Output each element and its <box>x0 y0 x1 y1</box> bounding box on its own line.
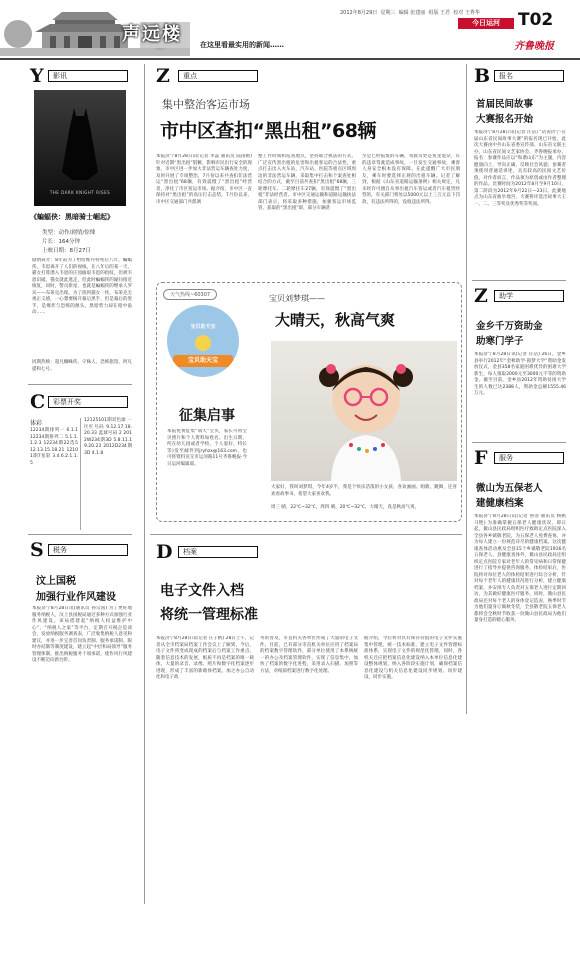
key-headline: 市中区查扣“黑出租”68辆 <box>160 120 376 142</box>
header-rule <box>0 58 580 60</box>
tax-headline: 加强行业作风建设 <box>36 592 116 603</box>
movie-release: 上映日期：8月27日 <box>42 248 91 254</box>
movie-title: 《蝙蝠侠：黑暗骑士崛起》 <box>30 213 114 221</box>
section-letter: Z <box>474 285 488 307</box>
movie-poster <box>34 90 126 206</box>
weather-hotline: 天气热线~60307 <box>163 289 217 300</box>
section-letter: F <box>474 447 488 469</box>
movie-cast: 同期热映：超凡蜘蛛侠、守株人、恐怖旅馆、阿凡提和七号。 <box>32 360 132 372</box>
aid-body: 本报济宁8月28日讯(记者 汪洁) 26日，金乡县举行2012年“金秋助学·圆梦大学”资助金发放仪式，金县358名家庭困难优异的困难大学新生，每人领取2000元至3000元不等的资助金。截至目前，金乡县2012年资助贫困大学生的人数已达2388人，资助金总额1555.46万元。 <box>474 352 566 396</box>
weather-box <box>156 282 462 522</box>
section-tag: 重点 <box>178 70 258 82</box>
left-column <box>28 64 132 914</box>
batman-silhouette <box>60 108 100 180</box>
forecast: 周三 晴，22℃~32℃，周四 晴，20℃~32℃，大晴天，真是秋高气爽。 <box>271 505 420 510</box>
lottery-table <box>30 418 132 530</box>
section-tag: 彩票开奖 <box>48 396 128 408</box>
signup-headline: 首届民间故事 <box>476 99 534 110</box>
sun-icon <box>195 335 211 351</box>
aid-headline: 金乡千万资助金 <box>476 321 543 332</box>
logo-text: 宝贝助天宝 <box>190 324 216 330</box>
baby-logo <box>167 305 239 377</box>
paper-name: 齐鲁晚报 <box>514 41 554 52</box>
tax-body: 本报济宁8月28日讯(通讯员 孙宗国) 为了更好地服务纳税人，汶上县国税局通过多种方式加强行业作风建设。该局搭建起“纳税人权益维护中心”、“纳税人之家”等平台，定期召开税企恳谈会，发放纳税服务调查表，广泛收集纳税人意见和建议，并进一步完善首问负责制、服务承诺制、限时办结制等制度建设，建立起“中层和局领导”服务管理体制，推出纳税服务十项承诺，使作风行风建设不断迈向新台阶。 <box>32 606 132 663</box>
lottery-left: 12234期排列一 6.1.1 12234期排列二 5.1.1.1.2.3 12234期22选5 12.13.15.18.21 12101期7星彩 3.4.6.2.1.1.5 <box>30 428 78 466</box>
today-label: 今日运河 <box>458 18 514 29</box>
signup-headline: 大赛报名开始 <box>476 114 534 125</box>
section-letter: S <box>30 539 44 561</box>
notice-body: 本报免费征集“萌天”宝贝，家长可将宝贝照片和个人资料如姓名、出生日期、所在幼儿园或者学校、个人爱好、特长等)发至邮件到jryhzx@163.com，也可将资料送交市运河路11号齐鲁晚报·今日运河编辑部。 <box>167 429 247 467</box>
key-col-1: 本报济宁8月28日讯(记者 李蕊 通讯员 陆国勋) 针对近期“黑出租”猖獗、影响市民出行安全的现象，市中区进一步加大非法营运车辆查处力度，及时开展了专项整治，7月份以来共查扣非法营运“黑出租”68辆，有效震慑了“黑出租”经营者，净化了市区客运市场。据介绍，市中区一直保持对“黑出租”的高压打击态势，7月份以来，市中区交通部门共派调 <box>156 154 252 205</box>
section-letter: Y <box>30 65 44 87</box>
page-bottom <box>0 920 580 975</box>
archive-col-2: 务的普及，市直机关各单位形成了大量的电子文件。目前，已有部分市直机关单位应用了档案局的档案数字管理软件，部分单位使用了本系统统一的办公及档案管理软件，实现了信息集中，加快了档案的数字化进程，采用录入扫描、加照等方法，对纸质档案进行数字化处理。 <box>260 636 358 674</box>
service-headline: 微山为五保老人 <box>476 483 543 494</box>
section-letter: Z <box>156 65 170 87</box>
left-column-rule <box>144 64 145 904</box>
section-letter: C <box>30 391 46 413</box>
girl-photo <box>311 351 421 481</box>
photo-caption: 大家好，我叫刘梦琪，今年4岁半，我是个快乐活泼的小女孩，喜欢画画、唱歌、跳舞，还喜欢看故事书，希望大家喜欢我。 <box>271 485 457 497</box>
section-tag: 报名 <box>494 70 564 82</box>
key-col-3: 至是已经报废的车辆，驾驶员更是鱼龙混杂，有的违章驾驶造成事故，一旦发生交通事故，乘客人身安全根本没有保障。在此提醒广大市民朋友，乘车时要选择正规的出租车辆。记者了解到，根据《山东省道路运输条例》相关规定，凡未经许可擅自从事出租汽车客运或者汽车租赁经营的，有关部门将处以5000元以上三万元以下罚款，有违法所得的，没收违法所得。 <box>362 154 460 205</box>
baby-banner: 宝贝助天宝 <box>173 355 233 367</box>
weather-headline: 大晴天，秋高气爽 <box>275 311 396 329</box>
movie-length: 片长：164分钟 <box>42 239 80 245</box>
lottery-right: 12125101期双色球 一区红号码 9.12.17.18.20.33 蓝球号码 2 2012W234期3D 5.8.11.19.20.23 2012D234期3D 4.1.8 <box>84 418 132 456</box>
divider <box>150 534 462 535</box>
notice-title: 征集启事 <box>179 408 235 424</box>
key-col-2: 整工作时间和巡查地点，坚持联合执法的方式，广泛宣传黑出租的危害和出租客运的合法性，重点打击出入火车站、汽车站、医院等重点区域周边的非法营运车辆，采取集中打击和个案查处相结合的方式，截至目前共查扣“黑出租”68辆，三轮摩托车、二轮摩托车27辆，有效震慑了“黑出租”非法经营者。市中区交通运输和道路运输执法部门表示，将采取多种措施，加强客运市场监管，获取的“黑出租”即，部分车辆甚 <box>258 154 356 211</box>
archive-col-3: 据介绍，今后将对具有保存价值的电子文件实施集中管理，统一技术标准，建立电子文件管理标准体系，实现电子文件的规范化管理，同时，各机关还应把档案信息化建设纳入本单位信息化建设整体规划，纳入各阶段实施计划，确保档案信息化建设与机关信息化建设同步规划、同步建设、同步实施。 <box>364 636 462 680</box>
service-body: 本报济宁8月28日讯(记者 鲁清 通讯员 杨帆 马艳) 为准确掌握五保老人健康状况，即日起，微山县民政局组织医疗救助定点医院深入全县各乡镇敬老院，为五保老人免费查体，并为每人建立一份规范详尽的健康档案。这次健康查体活动惠及全县15个乡镇敬老院1916名五保老人，县健康查体外，微山县民政局还组织定点医院专家对老年人的常见病和日常保健进行了指导并提供咨询服务，体检结束后，医院将对每位老人的体检结果进行综合分析，针对每个老年人的健康状况进行分析，建立健康档案，并安排专人负责对五保老人进行定期回访，为其做好健康医疗服务。同时，微山县民政局还对每个老人的身体登记造表，换季时节为他们量身订做秋冬装，全县敬老院五保老人都将会全秋时节收获一份微山县民政局为他们量身打造的暖心服务。 <box>474 514 566 623</box>
divider <box>472 280 566 281</box>
section-tag: 影讯 <box>48 70 128 82</box>
divider <box>472 442 566 443</box>
key-subhead: 集中整治客运市场 <box>162 98 250 111</box>
section-tag: 服务 <box>494 452 564 464</box>
column-name: 声远楼 <box>122 24 182 45</box>
archive-headline: 电子文件入档 <box>160 583 244 599</box>
section-letter: B <box>474 65 491 87</box>
page-number: T02 <box>518 10 554 30</box>
lottery-divider <box>80 418 81 530</box>
masthead <box>0 0 580 58</box>
right-column <box>472 64 566 844</box>
section-tag: 档案 <box>178 546 258 558</box>
movie-plot: 剧情简介：8年前为了给哈维丹特死后八年，蝙蝠侠、韦恩离开了人们的视线，在八年后的某一天，猫女打算潜入韦恩的庄园偷取韦恩的指纹，但被韦恩识破，猫女就此逃走，但此时蝙蝠侠的疑问接近恢复，同时，警员新星，也就是蝙蝠侠的继承人罗宾——布莱克出现。为了找到猫女一伙，布莱克无视正义感，一心想要揭开幕后黑手，但是幕后的黑手，是爆炸与恐怖的源头。黑暗势力却在暗中诡动…… <box>32 258 132 315</box>
poster-title: THE DARK KNIGHT RISES <box>49 190 111 195</box>
aid-headline: 助寒门学子 <box>476 336 524 347</box>
column-slogan: 在这里看最实用的新闻…… <box>200 41 284 49</box>
archive-col-1: 本报济宁8月28日讯(记者 庄子帆) 28日上午，记者从全市档案局档案工作会议上了解到，今后，电子文件将变成现成的档案后与档案工作重点。随着信息技术的发展，纸质不再是档案的唯一载体，大量的录音、录像、照片和数字化档案逐步进现，形成了丰富的新载体档案。加之办公自动化和电子政 <box>156 636 254 680</box>
tax-headline: 汶上国税 <box>36 576 76 587</box>
weather-kicker: 宝贝刘梦琪—— <box>269 294 325 303</box>
date-line: 2012年8月29日 星期三 编辑 张建丽 组版 王君 校对 王秀华 <box>340 10 480 16</box>
archive-headline: 将统一管理标准 <box>160 607 258 623</box>
signup-body: 本报济宁8月28日讯(记者 汪洁) “话说济宁·首届山东省民间故事大赛”的报名现已开始，此次大赛由中共山东省委宣传部、山东省文联主办，山东省民间文艺家协会、齐鲁晚报承办。报名：参赛作品应以“和谐山东”为主题，内容健康向上，导向正确，反映社会风貌；参赛者须使用普通话讲述，具有较高的民间文艺价值，对作者而言，作品须为原创或由作者整理的作品。比赛时间为2012年8月至9月10日，第二阶段为2012年9月22日—23日。此赛地点为山东省曲阜地宫，大赛将评选出故事大王一、二、三等奖及优秀奖等奖项。 <box>474 130 566 207</box>
section-tag: 助学 <box>494 290 564 302</box>
center-right-rule <box>466 64 467 714</box>
baby-photo <box>271 341 457 481</box>
divider <box>28 534 132 535</box>
section-letter: D <box>156 541 173 563</box>
movie-type: 类型：动作/剧情/惊悚 <box>42 230 96 236</box>
lottery-label: 体彩 <box>30 420 43 427</box>
service-headline: 建健康档案 <box>476 498 524 509</box>
section-tag: 税务 <box>48 544 128 556</box>
divider <box>28 384 132 385</box>
